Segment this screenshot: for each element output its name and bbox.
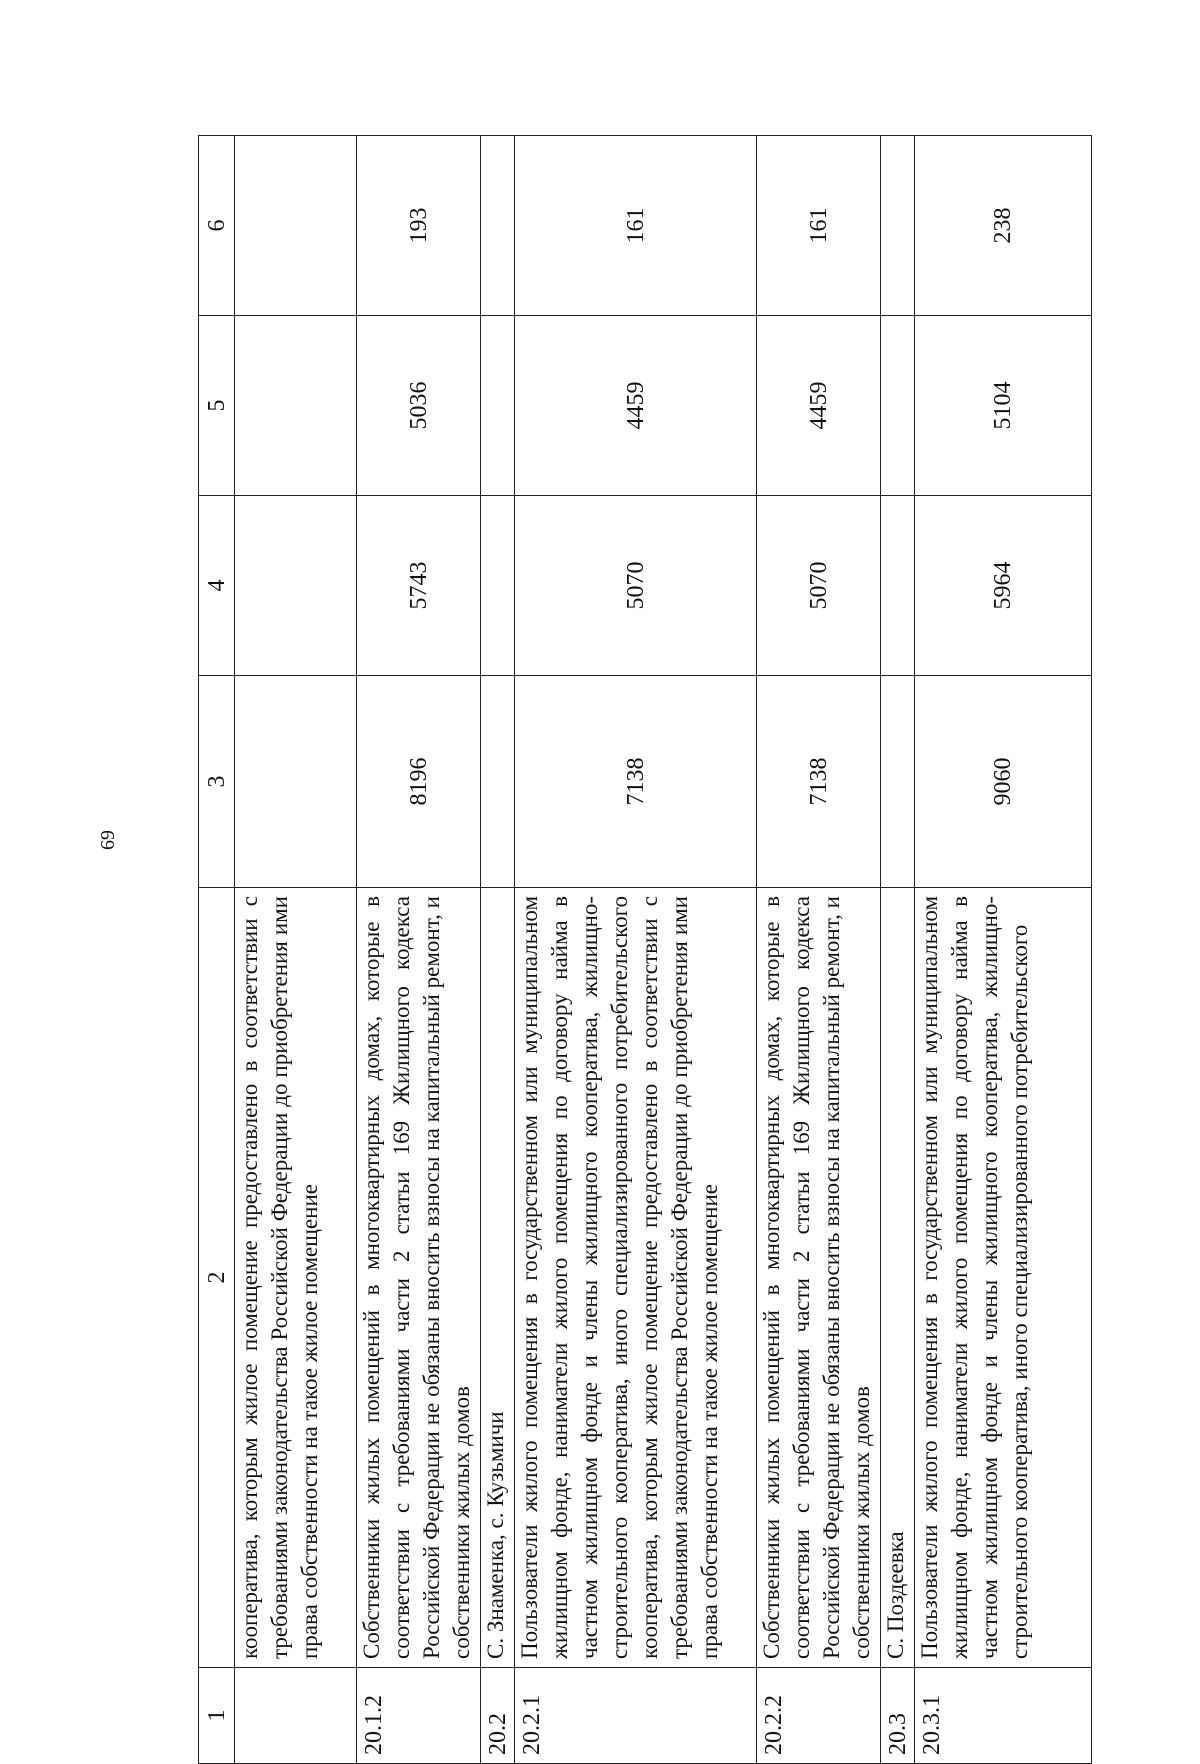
row-description: С. Поздеевка: [881, 888, 915, 1668]
value-col-4: 5070: [515, 496, 757, 676]
header-col-6: 6: [199, 136, 235, 316]
value-col-4: 5070: [757, 496, 881, 676]
row-description: С. Знаменка, с. Кузьмичи: [481, 888, 515, 1668]
value-col-3: [235, 676, 357, 888]
header-col-5: 5: [199, 316, 235, 496]
value-col-6: 161: [757, 136, 881, 316]
value-col-6: [881, 136, 915, 316]
value-col-4: 5964: [915, 496, 1092, 676]
header-row: [199, 136, 235, 1764]
value-col-4: [881, 496, 915, 676]
table-row: [481, 136, 515, 1764]
header-col-4: 4: [199, 496, 235, 676]
table-row: [515, 136, 757, 1764]
value-col-5: [481, 316, 515, 496]
row-description: кооператива, которым жилое помещение предоставлено в соответствии с требованиями законодательства Российской Федерации до приобретения ими права собственности на такое жилое помещение: [235, 888, 357, 1668]
table-row: [881, 136, 915, 1764]
value-col-3: 7138: [515, 676, 757, 888]
tariff-table: [198, 135, 1092, 1764]
row-description: Собственники жилых помещений в многоквартирных домах, которые в соответствии с требованиями части 2 статьи 169 Жилищного кодекса Российской Федерации не обязаны вносить взносы на капитальный ремонт, и собственники жилых домов: [757, 888, 881, 1668]
value-col-6: 161: [515, 136, 757, 316]
value-col-5: [235, 316, 357, 496]
row-code: 20.2.2: [757, 1668, 881, 1764]
row-code: 20.1.2: [357, 1668, 481, 1764]
value-col-6: [235, 136, 357, 316]
row-code: [235, 1668, 357, 1764]
value-col-3: [881, 676, 915, 888]
value-col-5: 5104: [915, 316, 1092, 496]
row-code: 20.3.1: [915, 1668, 1092, 1764]
value-col-5: 4459: [757, 316, 881, 496]
table-row: [235, 136, 357, 1764]
value-col-4: 5743: [357, 496, 481, 676]
value-col-6: 238: [915, 136, 1092, 316]
value-col-5: [881, 316, 915, 496]
table-row: [915, 136, 1092, 1764]
value-col-3: [481, 676, 515, 888]
header-col-1: 1: [199, 1668, 235, 1764]
value-col-6: 193: [357, 136, 481, 316]
header-col-3: 3: [199, 676, 235, 888]
row-code: 20.2.1: [515, 1668, 757, 1764]
row-description: Собственники жилых помещений в многоквартирных домах, которые в соответствии с требованиями части 2 статьи 169 Жилищного кодекса Российской Федерации не обязаны вносить взносы на капитальный ремонт, и собственники жилых домов: [357, 888, 481, 1668]
page-number: 69: [97, 830, 119, 850]
value-col-5: 5036: [357, 316, 481, 496]
value-col-3: 7138: [757, 676, 881, 888]
header-col-2: 2: [199, 888, 235, 1668]
row-code: 20.3: [881, 1668, 915, 1764]
value-col-4: [235, 496, 357, 676]
row-code: 20.2: [481, 1668, 515, 1764]
value-col-3: 9060: [915, 676, 1092, 888]
value-col-5: 4459: [515, 316, 757, 496]
value-col-3: 8196: [357, 676, 481, 888]
table-container: [198, 136, 1091, 1764]
value-col-4: [481, 496, 515, 676]
row-description: Пользователи жилого помещения в государственном или муниципальном жилищном фонде, наниматели жилого помещения по договору найма в частном жилищном фонде и члены жилищного кооператива, жилищно-строительного кооператива, иного специализированного потребительского кооператива, которым жилое помещение предоставлено в соответствии с требованиями законодательства Российской Федерации до приобретения ими права собственности на такое жилое помещение: [515, 888, 757, 1668]
row-description: Пользователи жилого помещения в государственном или муниципальном жилищном фонде, наниматели жилого помещения по договору найма в частном жилищном фонде и члены жилищного кооператива, жилищно-строительного кооператива, иного специализированного потребительского: [915, 888, 1092, 1668]
table-row: [757, 136, 881, 1764]
value-col-6: [481, 136, 515, 316]
table-row: [357, 136, 481, 1764]
